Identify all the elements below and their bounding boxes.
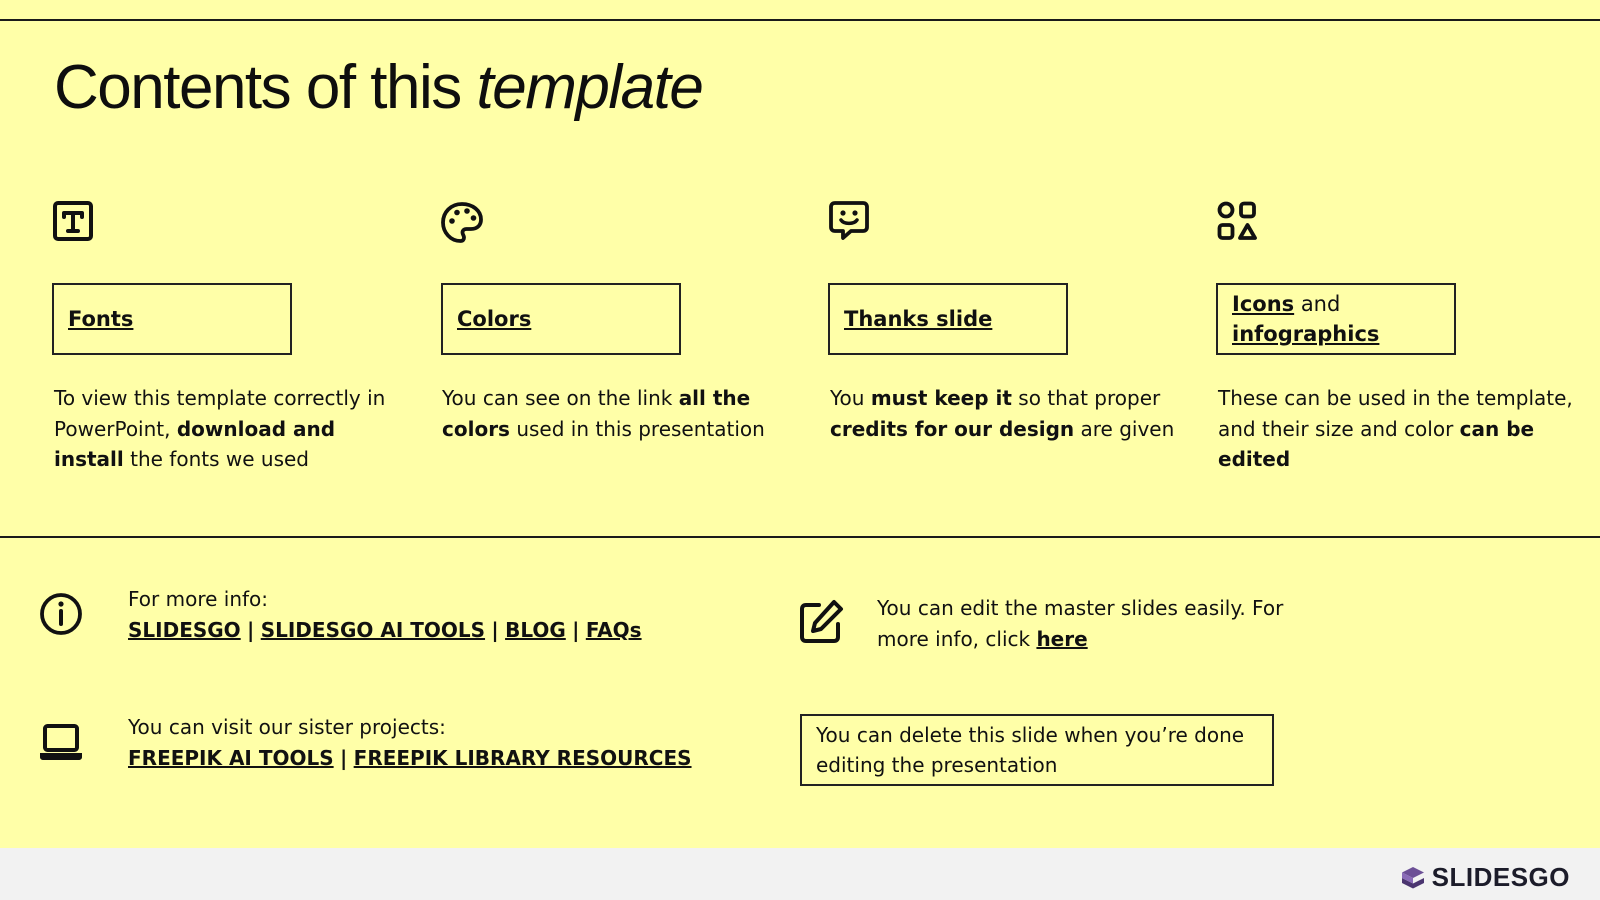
delete-slide-note: You can delete this slide when you’re done editing the presentation: [800, 714, 1274, 786]
thanks-slide-link[interactable]: Thanks slide: [844, 307, 993, 331]
freepik-library-link[interactable]: FREEPIK LIBRARY RESOURCES: [353, 745, 692, 770]
colors-description: You can see on the link all the colors used in this presentation: [442, 386, 765, 441]
icons-description: These can be used in the template, and their size and color can be edited: [1218, 386, 1573, 471]
title-main: Contents of this: [54, 53, 477, 122]
colors-link[interactable]: Colors: [457, 307, 532, 331]
sister-projects-block: You can visit our sister projects: FREEPIK AI TOOLS | FREEPIK LIBRARY RESOURCES: [128, 712, 692, 773]
colors-column: [440, 200, 800, 441]
slidesgo-ai-tools-link[interactable]: SLIDESGO AI TOOLS: [260, 617, 486, 642]
here-link[interactable]: here: [1036, 626, 1088, 651]
middle-divider: [0, 536, 1600, 538]
slidesgo-link[interactable]: SLIDESGO: [128, 617, 241, 642]
shapes-icon: [1216, 200, 1264, 248]
fonts-column: [52, 200, 412, 471]
info-icon: [37, 590, 85, 638]
fonts-link[interactable]: Fonts: [68, 307, 134, 331]
thanks-box: [828, 283, 1068, 355]
edit-icon: [797, 598, 845, 646]
more-info-label: For more info:: [128, 587, 269, 611]
title-italic: template: [476, 53, 703, 122]
fonts-box: [52, 283, 292, 355]
edit-master-block: You can edit the master slides easily. For more info, click here: [877, 596, 1284, 651]
fonts-description: To view this template correctly in PowerPoint, download and install the fonts we used: [54, 386, 386, 471]
colors-box: [441, 283, 681, 355]
laptop-icon: [37, 720, 85, 768]
more-info-block: For more info: SLIDESGO | SLIDESGO AI TOOLS | BLOG | FAQs: [128, 584, 642, 645]
top-divider: [0, 19, 1600, 21]
slidesgo-logo-icon: [1400, 866, 1426, 890]
thanks-column: [828, 200, 1188, 441]
faqs-link[interactable]: FAQs: [585, 617, 642, 642]
freepik-ai-tools-link[interactable]: FREEPIK AI TOOLS: [128, 745, 334, 770]
infographics-link[interactable]: infographics: [1232, 322, 1380, 346]
smile-chat-icon: [828, 200, 876, 248]
blog-link[interactable]: BLOG: [505, 617, 566, 642]
icons-link[interactable]: Icons: [1232, 292, 1295, 316]
text-t-icon: [52, 200, 100, 248]
page-title: [54, 52, 702, 123]
icons-box: Icons and infographics: [1216, 283, 1456, 355]
thanks-description: You must keep it so that proper credits for our design are given: [830, 386, 1175, 441]
icons-column: [1216, 200, 1576, 471]
palette-icon: [440, 200, 488, 248]
slidesgo-brand: [1400, 862, 1570, 893]
sister-projects-label: You can visit our sister projects:: [128, 715, 446, 739]
brand-name: SLIDESGO: [1431, 862, 1570, 892]
